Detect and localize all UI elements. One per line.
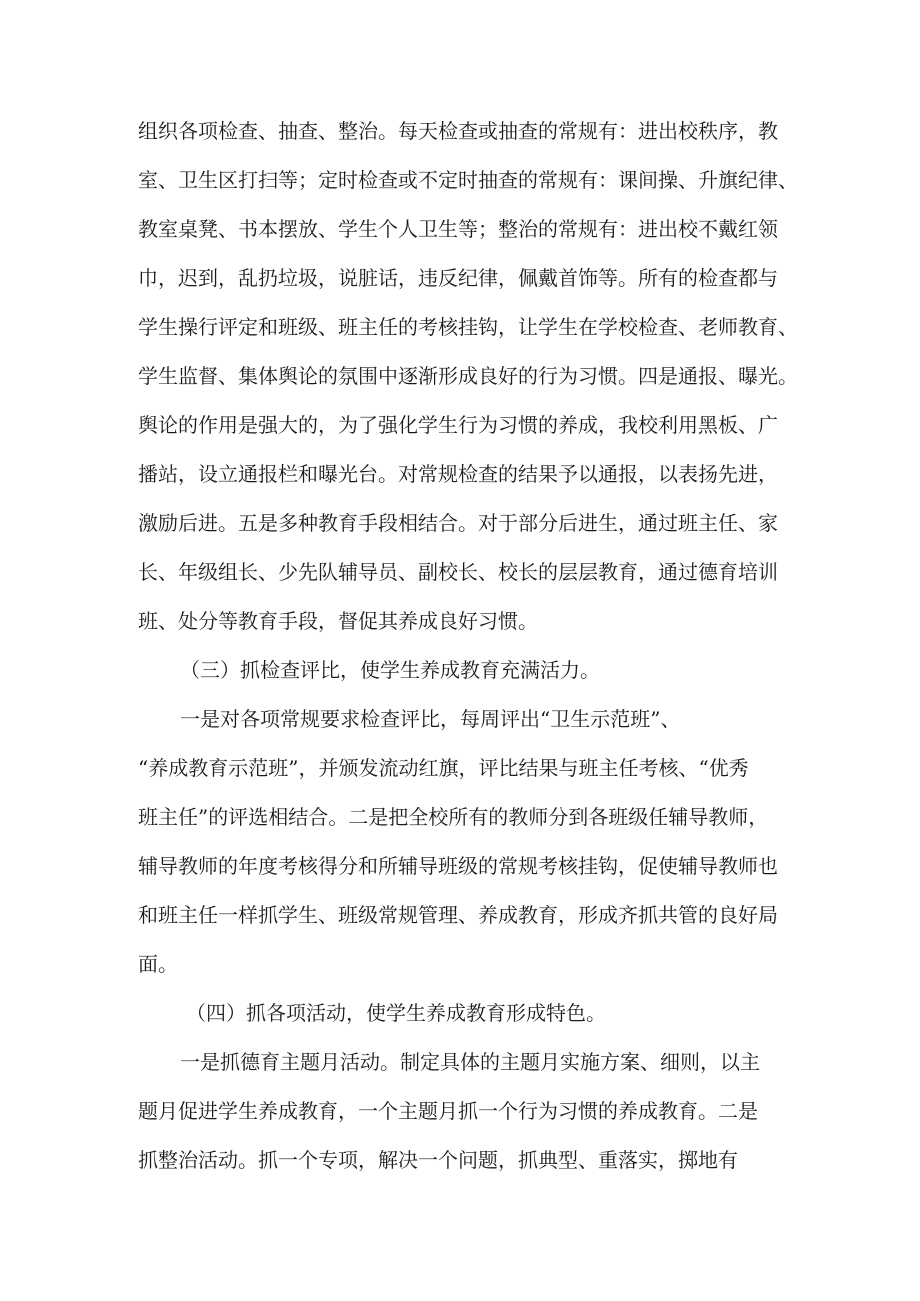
paragraph-2-line-1: 一是对各项常规要求检查评比，每周评出“卫生示范班”、: [180, 707, 681, 731]
paragraph-1-line-10: 长、年级组长、少先队辅导员、副校长、校长的层层教育，通过德育培训: [138, 560, 778, 584]
paragraph-2-line-6: 面。: [138, 952, 178, 976]
paragraph-1-line-3: 教室桌凳、书本摆放、学生个人卫生等；整治的常规有：进出校不戴红领: [138, 217, 778, 241]
paragraph-2-line-5: 和班主任一样抓学生、班级常规管理、养成教育，形成齐抓共管的良好局: [138, 903, 778, 927]
paragraph-1-line-6: 学生监督、集体舆论的氛围中逐渐形成良好的行为习惯。四是通报、曝光。: [138, 364, 798, 388]
section-heading-4: （四）抓各项活动，使学生养成教育形成特色。: [186, 1001, 606, 1025]
paragraph-3-line-2: 题月促进学生养成教育，一个主题月抓一个行为习惯的养成教育。二是: [138, 1099, 758, 1123]
section-heading-3: （三）抓检查评比，使学生养成教育充满活力。: [180, 658, 600, 682]
paragraph-1-line-9: 激励后进。五是多种教育手段相结合。对于部分后进生，通过班主任、家: [138, 511, 778, 535]
paragraph-2-line-2: “养成教育示范班”，并颁发流动红旗，评比结果与班主任考核、“优秀: [138, 756, 749, 780]
paragraph-2-line-4: 辅导教师的年度考核得分和所辅导班级的常规考核挂钩，促使辅导教师也: [138, 854, 778, 878]
paragraph-2-line-3: 班主任”的评选相结合。二是把全校所有的教师分到各班级任辅导教师，: [138, 805, 769, 829]
paragraph-1-line-7: 舆论的作用是强大的，为了强化学生行为习惯的养成，我校利用黑板、广: [138, 413, 778, 437]
paragraph-1-line-8: 播站，设立通报栏和曝光台。对常规检查的结果予以通报，以表扬先进，: [138, 462, 778, 486]
paragraph-1-line-1: 组织各项检查、抽查、整治。每天检查或抽查的常规有：进出校秩序，教: [138, 119, 778, 143]
paragraph-3-line-3: 抓整治活动。抓一个专项，解决一个问题，抓典型、重落实，掷地有: [138, 1148, 738, 1172]
paragraph-1-line-11: 班、处分等教育手段，督促其养成良好习惯。: [138, 609, 538, 633]
paragraph-1-line-2: 室、卫生区打扫等；定时检查或不定时抽查的常规有：课间操、升旗纪律、: [138, 168, 798, 192]
paragraph-3-line-1: 一是抓德育主题月活动。制定具体的主题月实施方案、细则，以主: [180, 1050, 760, 1074]
paragraph-1-line-4: 巾，迟到，乱扔垃圾，说脏话，违反纪律，佩戴首饰等。所有的检查都与: [138, 266, 778, 290]
paragraph-1-line-5: 学生操行评定和班级、班主任的考核挂钩，让学生在学校检查、老师教育、: [138, 315, 798, 339]
